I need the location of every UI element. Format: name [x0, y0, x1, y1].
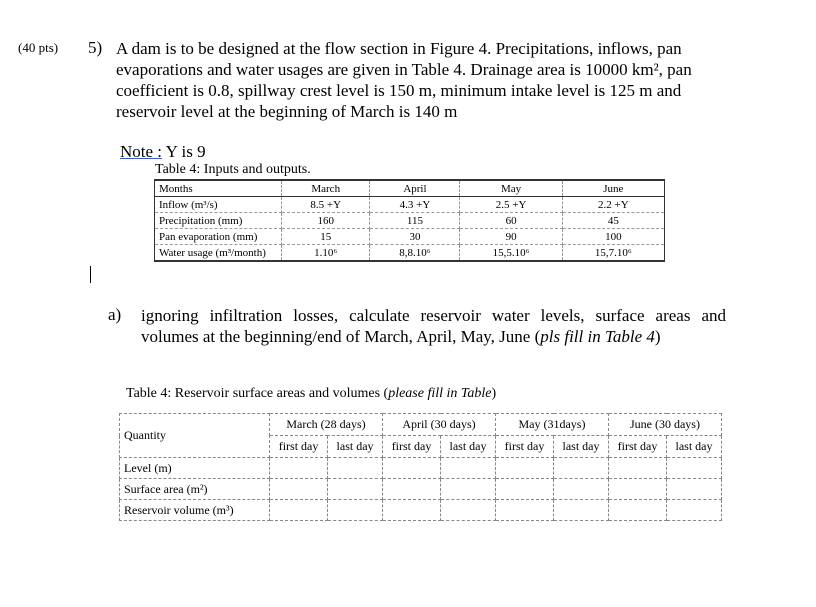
header-cell: April	[370, 180, 460, 197]
question-number: 5)	[88, 38, 103, 57]
question-text	[116, 38, 726, 122]
part-a-text	[141, 305, 726, 347]
row-label: Water usage (m³/month)	[155, 245, 282, 262]
table-cell: 4.3 +Y	[370, 197, 460, 213]
fill-cell[interactable]	[270, 500, 328, 521]
first-day-header: first day	[608, 436, 666, 458]
table-cell: 90	[460, 229, 562, 245]
fill-cell[interactable]	[328, 479, 383, 500]
fill-cell[interactable]	[495, 500, 553, 521]
fill-cell[interactable]	[554, 479, 609, 500]
header-cell: March	[282, 180, 370, 197]
reservoir-table	[119, 413, 722, 521]
row-label: Level (m)	[120, 458, 270, 479]
table-cell: 115	[370, 213, 460, 229]
table2-caption-italic: please fill in Table	[388, 386, 492, 401]
first-day-header: first day	[495, 436, 553, 458]
fill-cell[interactable]	[270, 458, 328, 479]
table2-caption-end: )	[491, 386, 497, 401]
row-label: Inflow (m³/s)	[155, 197, 282, 213]
fill-cell[interactable]	[270, 479, 328, 500]
header-cell: Months	[155, 180, 282, 197]
question-line: reservoir level at the beginning of March is 140 m	[116, 102, 458, 121]
table-cell: 2.5 +Y	[460, 197, 562, 213]
table-header-row	[155, 180, 665, 197]
fill-cell[interactable]	[608, 479, 666, 500]
fill-cell[interactable]	[554, 458, 609, 479]
last-day-header: last day	[328, 436, 383, 458]
table-row	[155, 245, 665, 262]
table-row	[155, 229, 665, 245]
table-cell: 8,8.10⁶	[370, 245, 460, 262]
first-day-header: first day	[270, 436, 328, 458]
table-cell: 1.10⁶	[282, 245, 370, 262]
row-label: Precipitation (mm)	[155, 213, 282, 229]
fill-cell[interactable]	[667, 479, 722, 500]
fill-cell[interactable]	[608, 458, 666, 479]
table2-caption	[126, 386, 496, 402]
fill-cell[interactable]	[382, 479, 440, 500]
question-line: A dam is to be designed at the flow section in Figure 4. Precipitations, inflows, pan	[116, 39, 682, 58]
question-line: evaporations and water usages are given in Table 4. Drainage area is 10000 km², pan	[116, 60, 692, 79]
table-cell: 30	[370, 229, 460, 245]
table-cell: 100	[562, 229, 664, 245]
last-day-header: last day	[667, 436, 722, 458]
month-header: April (30 days)	[382, 414, 495, 436]
fill-cell[interactable]	[441, 458, 496, 479]
inputs-outputs-table	[154, 179, 665, 262]
quantity-header: Quantity	[120, 414, 270, 458]
part-a-main: ignoring infiltration losses, calculate reservoir water levels, surface areas and volumes at the beginning/end of March, April, May, June (	[141, 306, 726, 346]
fill-cell[interactable]	[441, 479, 496, 500]
part-a-end: )	[654, 327, 661, 346]
note-text: Y is 9	[162, 142, 206, 161]
table-cell: 15,5.10⁶	[460, 245, 562, 262]
fill-cell[interactable]	[382, 500, 440, 521]
note	[120, 142, 206, 162]
table-row	[120, 458, 722, 479]
fill-cell[interactable]	[441, 500, 496, 521]
row-label: Reservoir volume (m³)	[120, 500, 270, 521]
table-cell: 2.2 +Y	[562, 197, 664, 213]
note-label: Note :	[120, 142, 163, 161]
table-cell: 45	[562, 213, 664, 229]
header-cell: June	[562, 180, 664, 197]
fill-cell[interactable]	[608, 500, 666, 521]
header-cell: May	[460, 180, 562, 197]
table-cell: 15,7.10⁶	[562, 245, 664, 262]
row-label: Surface area (m²)	[120, 479, 270, 500]
points-label: (40 pts)	[18, 40, 59, 55]
table-row	[120, 479, 722, 500]
table1-caption: Table 4: Inputs and outputs.	[155, 162, 311, 177]
text-cursor	[90, 266, 91, 283]
fill-cell[interactable]	[328, 500, 383, 521]
fill-cell[interactable]	[667, 458, 722, 479]
fill-cell[interactable]	[382, 458, 440, 479]
fill-cell[interactable]	[495, 479, 553, 500]
table-cell: 15	[282, 229, 370, 245]
table-cell: 60	[460, 213, 562, 229]
table-cell: 8.5 +Y	[282, 197, 370, 213]
row-label: Pan evaporation (mm)	[155, 229, 282, 245]
table2-caption-main: Table 4: Reservoir surface areas and volumes (	[126, 386, 389, 401]
part-a-label: a)	[108, 305, 122, 324]
month-header: June (30 days)	[608, 414, 721, 436]
question-line: coefficient is 0.8, spillway crest level is 150 m, minimum intake level is 125 m and	[116, 81, 682, 100]
table-cell: 160	[282, 213, 370, 229]
fill-cell[interactable]	[495, 458, 553, 479]
month-header: March (28 days)	[270, 414, 383, 436]
month-header-row	[120, 414, 722, 436]
last-day-header: last day	[554, 436, 609, 458]
month-header: May (31days)	[495, 414, 608, 436]
table-row	[155, 197, 665, 213]
fill-cell[interactable]	[667, 500, 722, 521]
table-row	[155, 213, 665, 229]
fill-cell[interactable]	[328, 458, 383, 479]
last-day-header: last day	[441, 436, 496, 458]
part-a-italic: pls fill in Table 4	[540, 327, 655, 346]
fill-cell[interactable]	[554, 500, 609, 521]
table-row	[120, 500, 722, 521]
first-day-header: first day	[382, 436, 440, 458]
